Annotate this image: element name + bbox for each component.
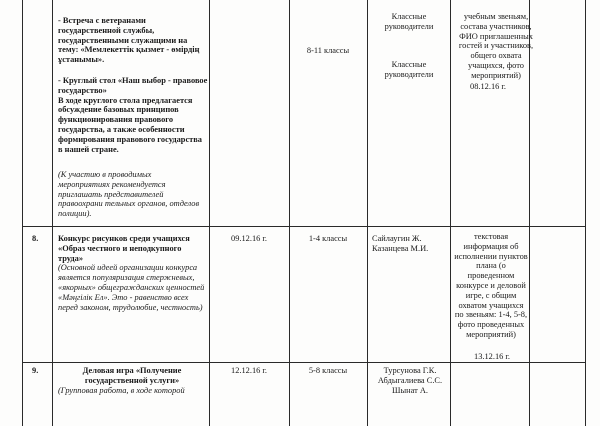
row8-desc: (Основной идеей организации конкурса является популяризация стержневых, «якорных» общегражданских ценностей «Мәңгілік Ел». Это - равенство всех перед законом, трудолюбие, честность) <box>58 263 205 312</box>
row-number-9: 9. <box>32 366 39 375</box>
row-prev-report-date: 08.12.16 г. <box>470 82 506 91</box>
event-text-round-table <box>58 76 208 154</box>
row9-event <box>58 366 206 395</box>
row8-report: текстовая информация об исполнении пунктов плана (о проведенном конкурсе и деловой игре, с общим охватом учащихся по звеньям: 1-4, 5-8, фото проведенных мероприятий) <box>454 232 528 339</box>
row-prev-classes: 8-11 классы <box>306 46 350 55</box>
row8-responsible: Сайлаугин Ж. Казанцева М.И. <box>372 234 429 253</box>
row8-report-date: 13.12.16 г. <box>474 352 510 361</box>
row9-classes: 5-8 классы <box>308 366 348 375</box>
round-table-title: - Круглый стол «Наш выбор - правовое государство» <box>58 76 208 95</box>
round-table-desc: В ходе круглого стола предлагается обсуждение базовых принципов функционирования правового государства, а также особенности формирования правового государства в нашей стране. <box>58 95 202 154</box>
row8-event <box>58 234 206 312</box>
row8-title: Конкурс рисунков среди учащихся «Образ честного и неподкупного труда» <box>58 234 190 263</box>
row8-date: 09.12.16 г. <box>231 234 267 243</box>
row-prev-report: учебным звеньям, состава участников, ФИО приглашенных гостей и участников, общего охвата учащихся, фото мероприятий) <box>458 12 534 80</box>
row9-responsible: Турсунова Г.К. Абдыгалиева С.С. Шынат А. <box>377 366 443 395</box>
row-prev-responsible-1: Классные руководители <box>384 12 434 31</box>
row-number-8: 8. <box>32 234 39 243</box>
row-divider-1 <box>22 226 586 227</box>
row8-classes: 1-4 классы <box>308 234 348 243</box>
event-text-veterans-meeting: - Встреча с ветеранами государственной службы, государственными служащими на тему: «Мемлекеттік қызмет - өмірдің ұстанымы». <box>58 16 200 65</box>
event-note: (К участию в проводимых мероприятиях рекомендуется приглашать представителей правоохрани тельных органов, отделов полиции). <box>58 170 200 219</box>
row-prev-responsible-2: Классные руководители <box>384 60 434 79</box>
row-divider-2 <box>22 362 586 363</box>
row9-date: 12.12.16 г. <box>231 366 267 375</box>
row9-title: Деловая игра «Получение государственной услуги» <box>82 366 182 385</box>
row9-desc: (Групповая работа, в ходе которой <box>58 385 185 395</box>
